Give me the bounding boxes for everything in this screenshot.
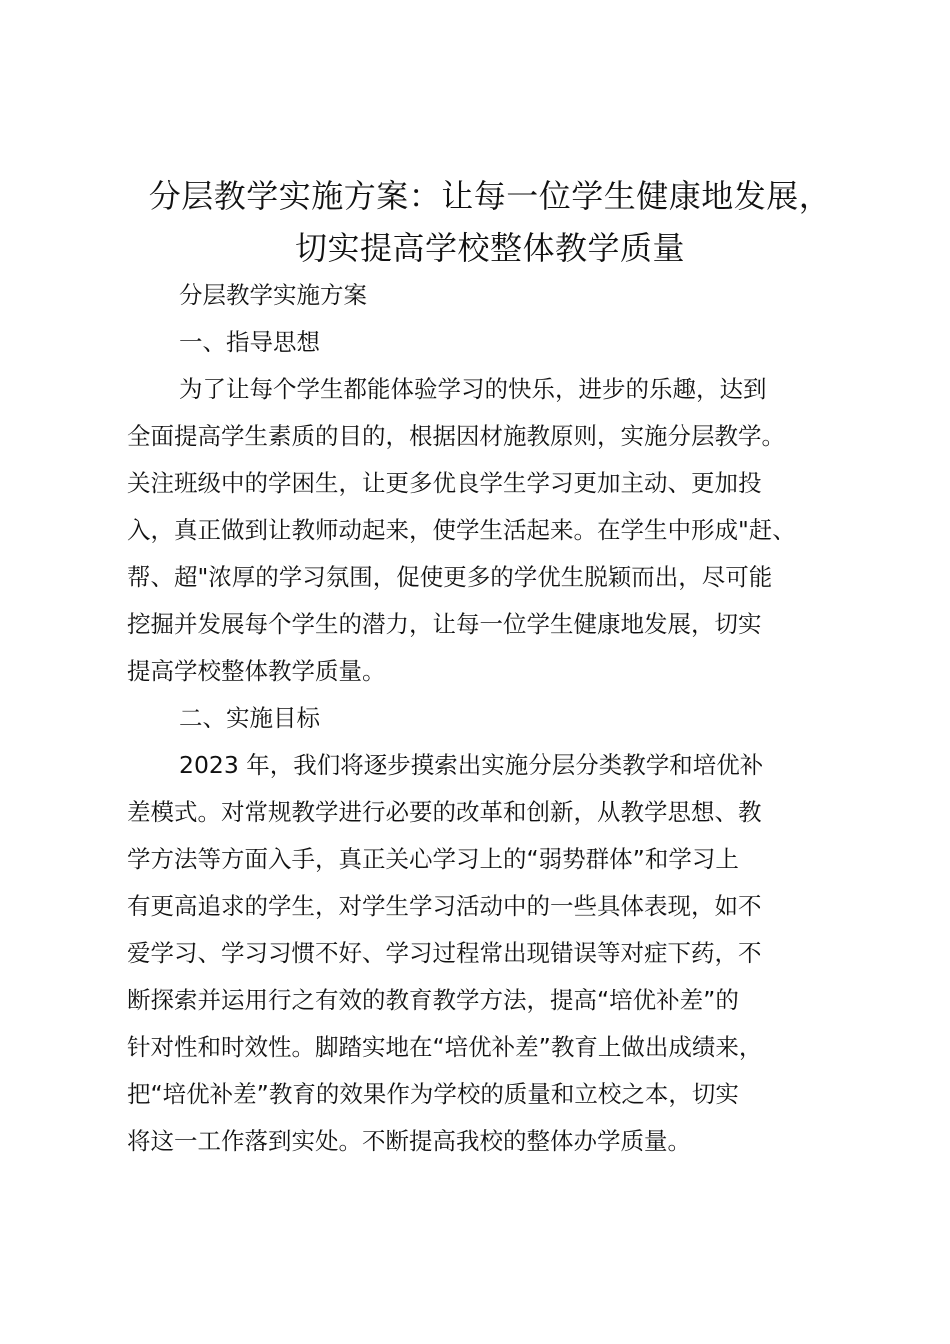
document-subtitle: 分层教学实施方案 [179, 281, 367, 309]
paragraph-line: 挖掘并发展每个学生的潜力，让每一位学生健康地发展，切实 [127, 610, 762, 638]
paragraph-line: 为了让每个学生都能体验学习的快乐，进步的乐趣，达到 [179, 375, 767, 403]
paragraph-line: 爱学习、学习习惯不好、学习过程常出现错误等对症下药，不 [127, 939, 762, 967]
section-2-paragraph [127, 742, 834, 1165]
paragraph-line: 2023 年，我们将逐步摸索出实施分层分类教学和培优补 [179, 751, 764, 779]
paragraph-line: 关注班级中的学困生，让更多优良学生学习更加主动、更加投 [127, 469, 762, 497]
section-1-heading: 一、指导思想 [179, 328, 320, 356]
paragraph-line: 提高学校整体教学质量。 [127, 657, 386, 685]
section-1-paragraph [127, 366, 834, 695]
paragraph-line: 学方法等方面入手，真正关心学习上的“弱势群体”和学习上 [127, 845, 739, 873]
paragraph-line: 将这一工作落到实处。不断提高我校的整体办学质量。 [127, 1127, 691, 1155]
document-body [127, 272, 834, 1165]
section-2-heading: 二、实施目标 [179, 704, 320, 732]
paragraph-line: 把“培优补差”教育的效果作为学校的质量和立校之本，切实 [127, 1080, 739, 1108]
paragraph-line: 入，真正做到让教师动起来，使学生活起来。在学生中形成"赶、 [127, 516, 796, 544]
paragraph-line: 断探索并运用行之有效的教育教学方法，提高“培优补差”的 [127, 986, 739, 1014]
paragraph-line: 针对性和时效性。脚踏实地在“培优补差”教育上做出成绩来， [127, 1033, 763, 1061]
paragraph-line: 全面提高学生素质的目的，根据因材施教原则，实施分层教学。 [127, 422, 785, 450]
title-line-2: 切实提高学校整体教学质量 [294, 229, 685, 267]
title-line-1: 分层教学实施方案：让每一位学生健康地发展， [148, 177, 832, 215]
paragraph-line: 差模式。对常规教学进行必要的改革和创新，从教学思想、教 [127, 798, 762, 826]
paragraph-line: 帮、超"浓厚的学习氛围，促使更多的学优生脱颖而出，尽可能 [127, 563, 773, 591]
paragraph-line: 有更高追求的学生，对学生学习活动中的一些具体表现，如不 [127, 892, 762, 920]
document-title [110, 170, 870, 274]
